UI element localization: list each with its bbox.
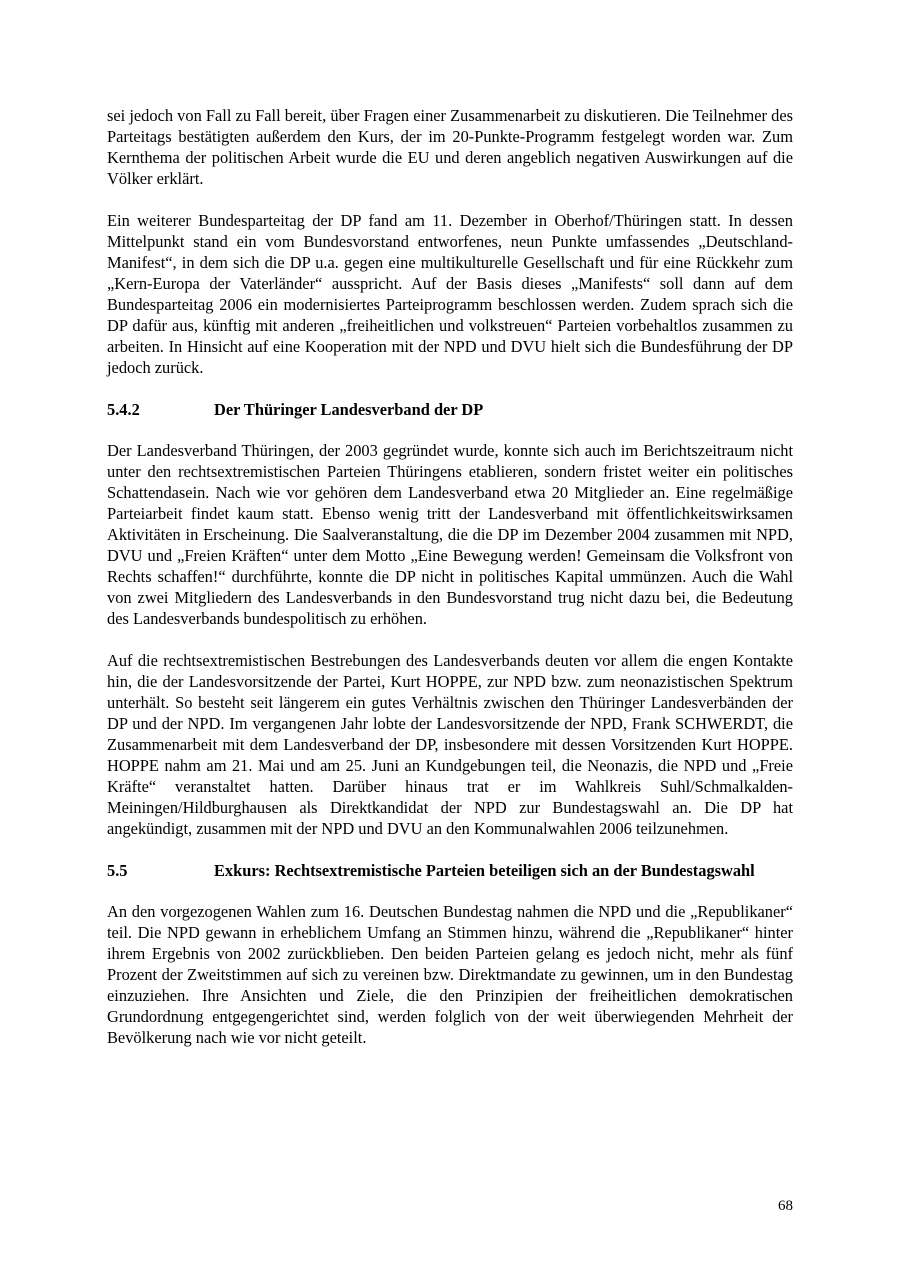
paragraph-dp-party-conference-continued: sei jedoch von Fall zu Fall bereit, über Fragen einer Zusammenarbeit zu diskutieren. Die Teilnehmer des Parteitags bestätigten außerdem den Kurs, der im 20-Punkte-Programm festgelegt worden war. Zum Kernthema der politischen Arbeit wurde die EU und deren angeblich negativen Auswirkungen auf die Völker erklärt. [107,106,793,188]
paragraph-dp-bundesparteitag-oberhof: Ein weiterer Bundesparteitag der DP fand am 11. Dezember in Oberhof/Thüringen statt. In dessen Mittelpunkt stand ein vom Bundesvorstand entworfenes, neun Punkte umfassendes „Deutschland-Manifest“, in dem sich die DP u.a. gegen eine multikulturelle Gesellschaft und für eine Rückkehr zum „Kern-Europa der Vaterländer“ ausspricht. Auf der Basis dieses „Manifests“ soll dann auf dem Bundesparteitag 2006 ein modernisiertes Parteiprogramm beschlossen werden. Zudem sprach sich die DP dafür aus, künftig mit anderen „freiheitlichen und volkstreuen“ Parteien vorbehaltlos zusammen zu arbeiten. In Hinsicht auf eine Kooperation mit der NPD und DVU hielt sich die Bundesführung der DP jedoch zurück. [107,211,793,377]
section-number: 5.4.2 [107,400,140,419]
document-body [107,105,793,1048]
paragraph-bundestag-election: An den vorgezogenen Wahlen zum 16. Deutschen Bundestag nahmen die NPD und die „Republikaner“ teil. Die NPD gewann in erheblichem Umfang an Stimmen hinzu, während die „Republikaner“ hinter ihrem Ergebnis von 2002 zurückblieben. Den beiden Parteien gelang es jedoch nicht, mehr als fünf Prozent der Zweitstimmen auf sich zu vereinen bzw. Direktmandate zu gewinnen, um in den Bundestag einzuziehen. Ihre Ansichten und Ziele, die den Prinzipien der freiheitlichen demokratischen Grundordnung entgegengerichtet sind, werden folglich von der weit überwiegenden Mehrheit der Bevölkerung nach wie vor nicht geteilt. [107,902,793,1047]
paragraph-landesverband-thueringen: Der Landesverband Thüringen, der 2003 gegründet wurde, konnte sich auch im Berichtszeitraum nicht unter den rechtsextremistischen Parteien Thüringens etablieren, sondern fristet weiter ein politisches Schattendasein. Nach wie vor gehören dem Landesverband etwa 20 Mitglieder an. Eine regelmäßige Parteiarbeit findet kaum statt. Ebenso wenig tritt der Landesverband mit öffentlichkeitswirksamen Aktivitäten in Erscheinung. Die Saalveranstaltung, die die DP im Dezember 2004 zusammen mit NPD, DVU und „Freien Kräften“ unter dem Motto „Eine Bewegung werden! Gemeinsam die Volksfront von Rechts schaffen!“ durchführte, konnte die DP nicht in politisches Kapital ummünzen. Auch die Wahl von zwei Mitgliedern des Landesverbands in den Bundesvorstand trug nicht dazu bei, die Bedeutung des Landesverbands bundespolitisch zu erhöhen. [107,441,793,628]
section-title: Der Thüringer Landesverband der DP [214,400,484,419]
page-number: 68 [778,1198,793,1214]
section-title: Exkurs: Rechtsextremistische Parteien beteiligen sich an der Bundestagswahl [214,861,755,880]
section-heading-5-4-2 [107,399,793,420]
section-heading-5-5 [107,860,793,881]
section-number: 5.5 [107,861,128,880]
paragraph-contacts-npd: Auf die rechtsextremistischen Bestrebungen des Landesverbands deuten vor allem die engen Kontakte hin, die der Landesvorsitzende der Partei, Kurt HOPPE, zur NPD bzw. zum neonazistischen Spektrum unterhält. So besteht seit längerem ein gutes Verhältnis zwischen den Thüringer Landesverbänden der DP und der NPD. Im vergangenen Jahr lobte der Landesvorsitzende der NPD, Frank SCHWERDT, die Zusammenarbeit mit dem Landesverband der DP, insbesondere mit dessen Vorsitzenden Kurt HOPPE. HOPPE nahm am 21. Mai und am 25. Juni an Kundgebungen teil, die Neonazis, die NPD und „Freie Kräfte“ veranstaltet hatten. Darüber hinaus trat er im Wahlkreis Suhl/Schmalkalden-Meiningen/Hildburghausen als Direktkandidat der NPD zur Bundestagswahl an. Die DP hat angekündigt, zusammen mit der NPD und DVU an den Kommunalwahlen 2006 teilzunehmen. [107,651,793,838]
